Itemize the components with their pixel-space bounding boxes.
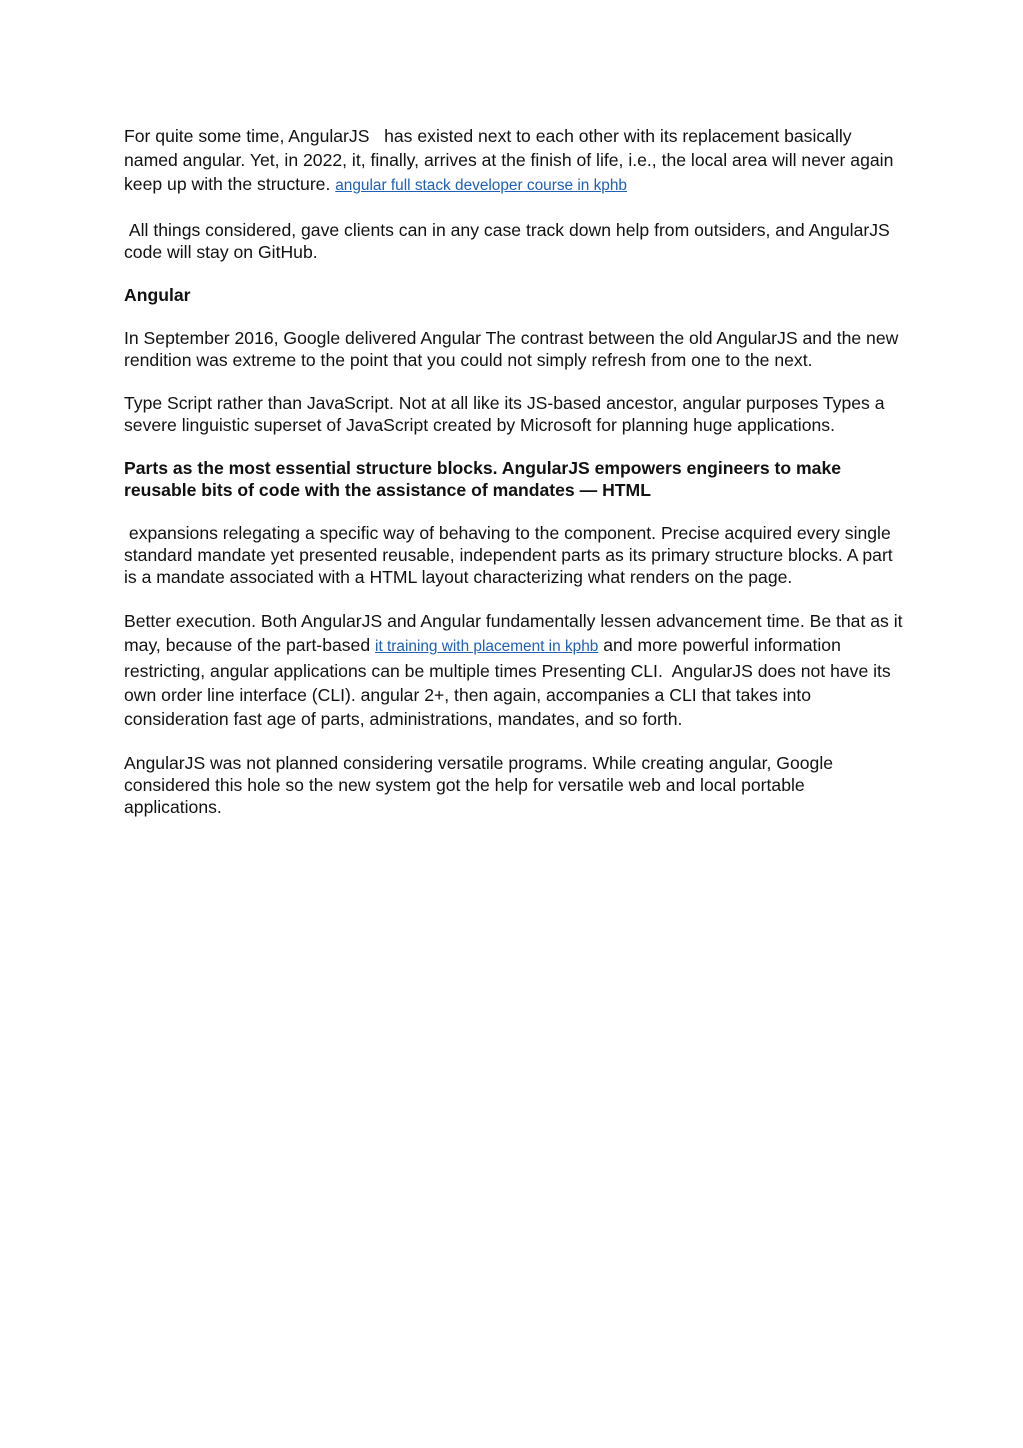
paragraph-github: All things considered, gave clients can in any case track down help from outsiders, and AngularJS code will stay on GitHub. xyxy=(124,220,890,262)
paragraph-typescript: Type Script rather than JavaScript. Not at all like its JS-based ancestor, angular purposes Types a severe linguistic superset of JavaScript created by Microsoft for planning huge applications. xyxy=(124,393,885,435)
heading-angular: Angular xyxy=(124,285,191,305)
paragraph-execution-before: Better execution. Both AngularJS and Angular fundamentally lessen advancement time. Be that as it may, because of the part-based xyxy=(124,611,903,655)
paragraph-execution xyxy=(124,609,904,731)
paragraph-intro xyxy=(124,124,904,198)
document-page xyxy=(124,124,904,839)
paragraph-release: In September 2016, Google delivered Angular The contrast between the old AngularJS and the new rendition was extreme to the point that you could not simply refresh from one to the next. xyxy=(124,328,899,370)
it-training-link[interactable]: it training with placement in kphb xyxy=(375,638,599,655)
paragraph-expansions: expansions relegating a specific way of behaving to the component. Precise acquired every single standard mandate yet presented reusable, independent parts as its primary structure blocks. A part is a mandate associated with a HTML layout characterizing what renders on the page. xyxy=(124,523,893,587)
paragraph-mobile: AngularJS was not planned considering versatile programs. While creating angular, Google considered this hole so the new system got the help for versatile web and local portable applications. xyxy=(124,753,834,817)
paragraph-execution-after: and more powerful information restricting, angular applications can be multiple times Presenting CLI. AngularJS does not have its own order line interface (CLI). angular 2+, then again, accompanies a CLI that takes into consideration fast age of parts, administrations, mandates, and so forth. xyxy=(124,635,891,729)
heading-parts: Parts as the most essential structure blocks. AngularJS empowers engineers to make reusable bits of code with the assistance of mandates — HTML xyxy=(124,458,842,500)
paragraph-intro-text: For quite some time, AngularJS has existed next to each other with its replacement basically named angular. Yet, in 2022, it, finally, arrives at the finish of life, i.e., the local area will never again keep up with the structure. xyxy=(124,126,894,194)
angular-course-link[interactable]: angular full stack developer course in kphb xyxy=(335,177,627,194)
